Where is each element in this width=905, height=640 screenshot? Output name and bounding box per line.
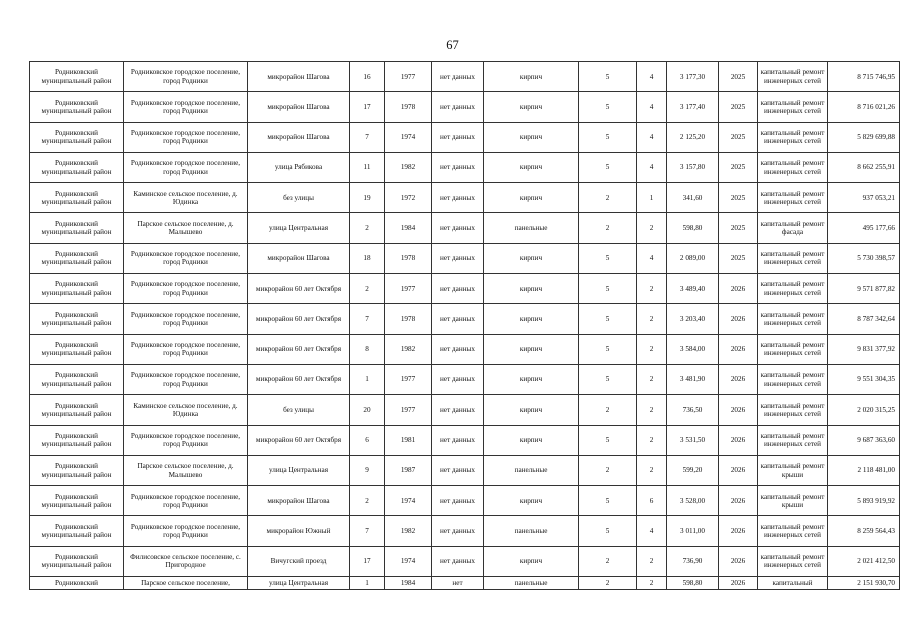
area-cell: 599,20	[667, 455, 719, 485]
district-cell: Родниковский муниципальный район	[30, 274, 124, 304]
cost-cell: 5 893 919,92	[828, 486, 900, 516]
cost-cell: 8 787 342,64	[828, 304, 900, 334]
table-row	[30, 455, 900, 485]
commission-year-cell: нет данных	[432, 304, 484, 334]
street-cell: микрорайон 60 лет Октября	[248, 304, 350, 334]
entrances-cell: 2	[637, 274, 667, 304]
work-type-cell: капитальный ремонт инженерных сетей	[758, 304, 828, 334]
settlement-cell: Родниковское городское поселение, город Родники	[124, 243, 248, 273]
floors-cell: 5	[579, 274, 637, 304]
street-cell: микрорайон Шагова	[248, 122, 350, 152]
table-body	[30, 62, 900, 590]
area-cell: 3 177,40	[667, 92, 719, 122]
area-cell: 736,50	[667, 395, 719, 425]
wall-material-cell: кирпич	[484, 92, 579, 122]
wall-material-cell: кирпич	[484, 122, 579, 152]
street-cell: микрорайон Южный	[248, 516, 350, 546]
area-cell: 3 481,90	[667, 364, 719, 394]
floors-cell: 5	[579, 425, 637, 455]
work-type-cell: капитальный ремонт фасада	[758, 213, 828, 243]
wall-material-cell: кирпич	[484, 304, 579, 334]
wall-material-cell: кирпич	[484, 546, 579, 576]
commission-year-cell: нет данных	[432, 152, 484, 182]
area-cell: 3 531,50	[667, 425, 719, 455]
cost-cell: 2 151 930,70	[828, 577, 900, 590]
street-cell: микрорайон 60 лет Октября	[248, 334, 350, 364]
district-cell: Родниковский	[30, 577, 124, 590]
work-type-cell: капитальный ремонт инженерных сетей	[758, 92, 828, 122]
year-built-cell: 1977	[385, 62, 432, 92]
district-cell: Родниковский муниципальный район	[30, 304, 124, 334]
entrances-cell: 4	[637, 122, 667, 152]
year-built-cell: 1974	[385, 122, 432, 152]
commission-year-cell: нет	[432, 577, 484, 590]
district-cell: Родниковский муниципальный район	[30, 62, 124, 92]
entrances-cell: 4	[637, 62, 667, 92]
planned-year-cell: 2026	[719, 395, 758, 425]
house-number-cell: 16	[350, 62, 385, 92]
work-type-cell: капитальный ремонт инженерных сетей	[758, 183, 828, 213]
planned-year-cell: 2025	[719, 62, 758, 92]
floors-cell: 2	[579, 577, 637, 590]
house-number-cell: 7	[350, 304, 385, 334]
floors-cell: 2	[579, 395, 637, 425]
cost-cell: 8 259 564,43	[828, 516, 900, 546]
work-type-cell: капитальный ремонт инженерных сетей	[758, 62, 828, 92]
table-row	[30, 334, 900, 364]
floors-cell: 2	[579, 213, 637, 243]
cost-cell: 9 687 363,60	[828, 425, 900, 455]
wall-material-cell: кирпич	[484, 425, 579, 455]
district-cell: Родниковский муниципальный район	[30, 516, 124, 546]
work-type-cell: капитальный ремонт инженерных сетей	[758, 364, 828, 394]
commission-year-cell: нет данных	[432, 92, 484, 122]
entrances-cell: 2	[637, 395, 667, 425]
street-cell: микрорайон Шагова	[248, 92, 350, 122]
planned-year-cell: 2025	[719, 183, 758, 213]
district-cell: Родниковский муниципальный район	[30, 486, 124, 516]
cost-cell: 5 829 699,88	[828, 122, 900, 152]
street-cell: улица Рябикова	[248, 152, 350, 182]
area-cell: 3 203,40	[667, 304, 719, 334]
table-row	[30, 395, 900, 425]
house-number-cell: 1	[350, 364, 385, 394]
house-number-cell: 2	[350, 486, 385, 516]
district-cell: Родниковский муниципальный район	[30, 183, 124, 213]
area-cell: 3 584,00	[667, 334, 719, 364]
house-number-cell: 7	[350, 516, 385, 546]
street-cell: улица Центральная	[248, 455, 350, 485]
planned-year-cell: 2026	[719, 546, 758, 576]
area-cell: 3 489,40	[667, 274, 719, 304]
settlement-cell: Парское сельское поселение, д. Малышево	[124, 213, 248, 243]
floors-cell: 5	[579, 304, 637, 334]
floors-cell: 2	[579, 546, 637, 576]
entrances-cell: 6	[637, 486, 667, 516]
work-type-cell: капитальный ремонт инженерных сетей	[758, 274, 828, 304]
floors-cell: 5	[579, 243, 637, 273]
year-built-cell: 1987	[385, 455, 432, 485]
settlement-cell: Родниковское городское поселение, город Родники	[124, 92, 248, 122]
district-cell: Родниковский муниципальный район	[30, 122, 124, 152]
house-number-cell: 11	[350, 152, 385, 182]
year-built-cell: 1982	[385, 152, 432, 182]
cost-cell: 5 730 398,57	[828, 243, 900, 273]
wall-material-cell: панельные	[484, 577, 579, 590]
planned-year-cell: 2026	[719, 516, 758, 546]
settlement-cell: Филисовское сельское поселение, с. Пригородное	[124, 546, 248, 576]
floors-cell: 5	[579, 486, 637, 516]
house-number-cell: 1	[350, 577, 385, 590]
table-row	[30, 364, 900, 394]
work-type-cell: капитальный ремонт инженерных сетей	[758, 243, 828, 273]
commission-year-cell: нет данных	[432, 334, 484, 364]
work-type-cell: капитальный ремонт инженерных сетей	[758, 334, 828, 364]
floors-cell: 5	[579, 516, 637, 546]
wall-material-cell: панельные	[484, 516, 579, 546]
wall-material-cell: кирпич	[484, 62, 579, 92]
district-cell: Родниковский муниципальный район	[30, 152, 124, 182]
street-cell: Вичугский проезд	[248, 546, 350, 576]
wall-material-cell: кирпич	[484, 274, 579, 304]
commission-year-cell: нет данных	[432, 213, 484, 243]
house-number-cell: 2	[350, 213, 385, 243]
planned-year-cell: 2026	[719, 304, 758, 334]
street-cell: улица Центральная	[248, 577, 350, 590]
settlement-cell: Парское сельское поселение,	[124, 577, 248, 590]
cost-cell: 9 551 304,35	[828, 364, 900, 394]
entrances-cell: 2	[637, 304, 667, 334]
entrances-cell: 4	[637, 516, 667, 546]
year-built-cell: 1977	[385, 364, 432, 394]
year-built-cell: 1984	[385, 213, 432, 243]
street-cell: улица Центральная	[248, 213, 350, 243]
floors-cell: 2	[579, 455, 637, 485]
settlement-cell: Родниковское городское поселение, город Родники	[124, 334, 248, 364]
area-cell: 2 125,20	[667, 122, 719, 152]
wall-material-cell: панельные	[484, 213, 579, 243]
planned-year-cell: 2026	[719, 274, 758, 304]
cost-cell: 8 715 746,95	[828, 62, 900, 92]
work-type-cell: капитальный ремонт инженерных сетей	[758, 122, 828, 152]
settlement-cell: Родниковское городское поселение, город Родники	[124, 62, 248, 92]
cost-cell: 495 177,66	[828, 213, 900, 243]
district-cell: Родниковский муниципальный район	[30, 546, 124, 576]
commission-year-cell: нет данных	[432, 364, 484, 394]
street-cell: микрорайон Шагова	[248, 486, 350, 516]
work-type-cell: капитальный ремонт инженерных сетей	[758, 516, 828, 546]
planned-year-cell: 2026	[719, 455, 758, 485]
settlement-cell: Родниковское городское поселение, город Родники	[124, 486, 248, 516]
floors-cell: 5	[579, 62, 637, 92]
table-row	[30, 516, 900, 546]
year-built-cell: 1977	[385, 274, 432, 304]
district-cell: Родниковский муниципальный район	[30, 425, 124, 455]
work-type-cell: капитальный	[758, 577, 828, 590]
year-built-cell: 1982	[385, 516, 432, 546]
district-cell: Родниковский муниципальный район	[30, 334, 124, 364]
year-built-cell: 1978	[385, 304, 432, 334]
settlement-cell: Родниковское городское поселение, город Родники	[124, 152, 248, 182]
settlement-cell: Родниковское городское поселение, город Родники	[124, 122, 248, 152]
house-number-cell: 17	[350, 92, 385, 122]
house-number-cell: 18	[350, 243, 385, 273]
commission-year-cell: нет данных	[432, 486, 484, 516]
settlement-cell: Парское сельское поселение, д. Малышево	[124, 455, 248, 485]
area-cell: 3 177,30	[667, 62, 719, 92]
house-number-cell: 19	[350, 183, 385, 213]
street-cell: микрорайон Шагова	[248, 62, 350, 92]
commission-year-cell: нет данных	[432, 516, 484, 546]
planned-year-cell: 2025	[719, 92, 758, 122]
planned-year-cell: 2025	[719, 122, 758, 152]
entrances-cell: 2	[637, 577, 667, 590]
floors-cell: 5	[579, 122, 637, 152]
work-type-cell: капитальный ремонт крыши	[758, 486, 828, 516]
street-cell: микрорайон 60 лет Октября	[248, 425, 350, 455]
area-cell: 736,90	[667, 546, 719, 576]
floors-cell: 2	[579, 183, 637, 213]
district-cell: Родниковский муниципальный район	[30, 455, 124, 485]
district-cell: Родниковский муниципальный район	[30, 243, 124, 273]
table-row	[30, 546, 900, 576]
table-row	[30, 152, 900, 182]
planned-year-cell: 2025	[719, 152, 758, 182]
commission-year-cell: нет данных	[432, 243, 484, 273]
year-built-cell: 1974	[385, 546, 432, 576]
planned-year-cell: 2026	[719, 425, 758, 455]
year-built-cell: 1981	[385, 425, 432, 455]
commission-year-cell: нет данных	[432, 122, 484, 152]
wall-material-cell: кирпич	[484, 334, 579, 364]
street-cell: микрорайон 60 лет Октября	[248, 364, 350, 394]
settlement-cell: Родниковское городское поселение, город Родники	[124, 304, 248, 334]
house-number-cell: 7	[350, 122, 385, 152]
entrances-cell: 1	[637, 183, 667, 213]
house-number-cell: 17	[350, 546, 385, 576]
street-cell: микрорайон 60 лет Октября	[248, 274, 350, 304]
planned-year-cell: 2026	[719, 364, 758, 394]
floors-cell: 5	[579, 364, 637, 394]
year-built-cell: 1974	[385, 486, 432, 516]
entrances-cell: 2	[637, 213, 667, 243]
house-number-cell: 8	[350, 334, 385, 364]
table-row	[30, 62, 900, 92]
house-number-cell: 2	[350, 274, 385, 304]
cost-cell: 9 571 877,82	[828, 274, 900, 304]
settlement-cell: Родниковское городское поселение, город Родники	[124, 364, 248, 394]
wall-material-cell: кирпич	[484, 243, 579, 273]
planned-year-cell: 2025	[719, 213, 758, 243]
work-type-cell: капитальный ремонт инженерных сетей	[758, 425, 828, 455]
commission-year-cell: нет данных	[432, 274, 484, 304]
area-cell: 341,60	[667, 183, 719, 213]
area-cell: 3 011,00	[667, 516, 719, 546]
district-cell: Родниковский муниципальный район	[30, 213, 124, 243]
settlement-cell: Родниковское городское поселение, город Родники	[124, 516, 248, 546]
entrances-cell: 2	[637, 334, 667, 364]
wall-material-cell: кирпич	[484, 395, 579, 425]
wall-material-cell: кирпич	[484, 183, 579, 213]
table-row	[30, 92, 900, 122]
entrances-cell: 4	[637, 243, 667, 273]
district-cell: Родниковский муниципальный район	[30, 364, 124, 394]
work-type-cell: капитальный ремонт крыши	[758, 455, 828, 485]
wall-material-cell: кирпич	[484, 364, 579, 394]
area-cell: 3 157,80	[667, 152, 719, 182]
cost-cell: 9 831 377,92	[828, 334, 900, 364]
commission-year-cell: нет данных	[432, 62, 484, 92]
settlement-cell: Родниковское городское поселение, город Родники	[124, 274, 248, 304]
table-row	[30, 183, 900, 213]
area-cell: 598,80	[667, 577, 719, 590]
floors-cell: 5	[579, 334, 637, 364]
year-built-cell: 1972	[385, 183, 432, 213]
year-built-cell: 1978	[385, 243, 432, 273]
settlement-cell: Каминское сельское поселение, д. Юдинка	[124, 395, 248, 425]
year-built-cell: 1984	[385, 577, 432, 590]
year-built-cell: 1977	[385, 395, 432, 425]
wall-material-cell: панельные	[484, 455, 579, 485]
area-cell: 3 528,00	[667, 486, 719, 516]
table-row	[30, 425, 900, 455]
cost-cell: 8 716 021,26	[828, 92, 900, 122]
street-cell: микрорайон Шагова	[248, 243, 350, 273]
house-number-cell: 9	[350, 455, 385, 485]
district-cell: Родниковский муниципальный район	[30, 92, 124, 122]
year-built-cell: 1978	[385, 92, 432, 122]
table-row	[30, 486, 900, 516]
settlement-cell: Родниковское городское поселение, город Родники	[124, 425, 248, 455]
cost-cell: 8 662 255,91	[828, 152, 900, 182]
floors-cell: 5	[579, 152, 637, 182]
house-number-cell: 20	[350, 395, 385, 425]
table-row	[30, 243, 900, 273]
entrances-cell: 4	[637, 92, 667, 122]
commission-year-cell: нет данных	[432, 455, 484, 485]
wall-material-cell: кирпич	[484, 486, 579, 516]
street-cell: без улицы	[248, 395, 350, 425]
table-row	[30, 213, 900, 243]
settlement-cell: Каминское сельское поселение, д. Юдинка	[124, 183, 248, 213]
housing-repair-table	[29, 61, 900, 590]
commission-year-cell: нет данных	[432, 425, 484, 455]
wall-material-cell: кирпич	[484, 152, 579, 182]
entrances-cell: 2	[637, 364, 667, 394]
work-type-cell: капитальный ремонт инженерных сетей	[758, 546, 828, 576]
commission-year-cell: нет данных	[432, 546, 484, 576]
table-row	[30, 304, 900, 334]
district-cell: Родниковский муниципальный район	[30, 395, 124, 425]
cost-cell: 2 020 315,25	[828, 395, 900, 425]
planned-year-cell: 2026	[719, 334, 758, 364]
cost-cell: 2 118 481,00	[828, 455, 900, 485]
entrances-cell: 2	[637, 425, 667, 455]
table-row	[30, 122, 900, 152]
entrances-cell: 2	[637, 455, 667, 485]
work-type-cell: капитальный ремонт инженерных сетей	[758, 395, 828, 425]
cost-cell: 2 021 412,50	[828, 546, 900, 576]
planned-year-cell: 2026	[719, 486, 758, 516]
house-number-cell: 6	[350, 425, 385, 455]
table-row	[30, 577, 900, 590]
entrances-cell: 4	[637, 152, 667, 182]
area-cell: 598,80	[667, 213, 719, 243]
work-type-cell: капитальный ремонт инженерных сетей	[758, 152, 828, 182]
entrances-cell: 2	[637, 546, 667, 576]
street-cell: без улицы	[248, 183, 350, 213]
area-cell: 2 089,00	[667, 243, 719, 273]
table-row	[30, 274, 900, 304]
commission-year-cell: нет данных	[432, 183, 484, 213]
year-built-cell: 1982	[385, 334, 432, 364]
cost-cell: 937 053,21	[828, 183, 900, 213]
planned-year-cell: 2025	[719, 243, 758, 273]
commission-year-cell: нет данных	[432, 395, 484, 425]
planned-year-cell: 2026	[719, 577, 758, 590]
page-number: 67	[446, 38, 459, 52]
floors-cell: 5	[579, 92, 637, 122]
